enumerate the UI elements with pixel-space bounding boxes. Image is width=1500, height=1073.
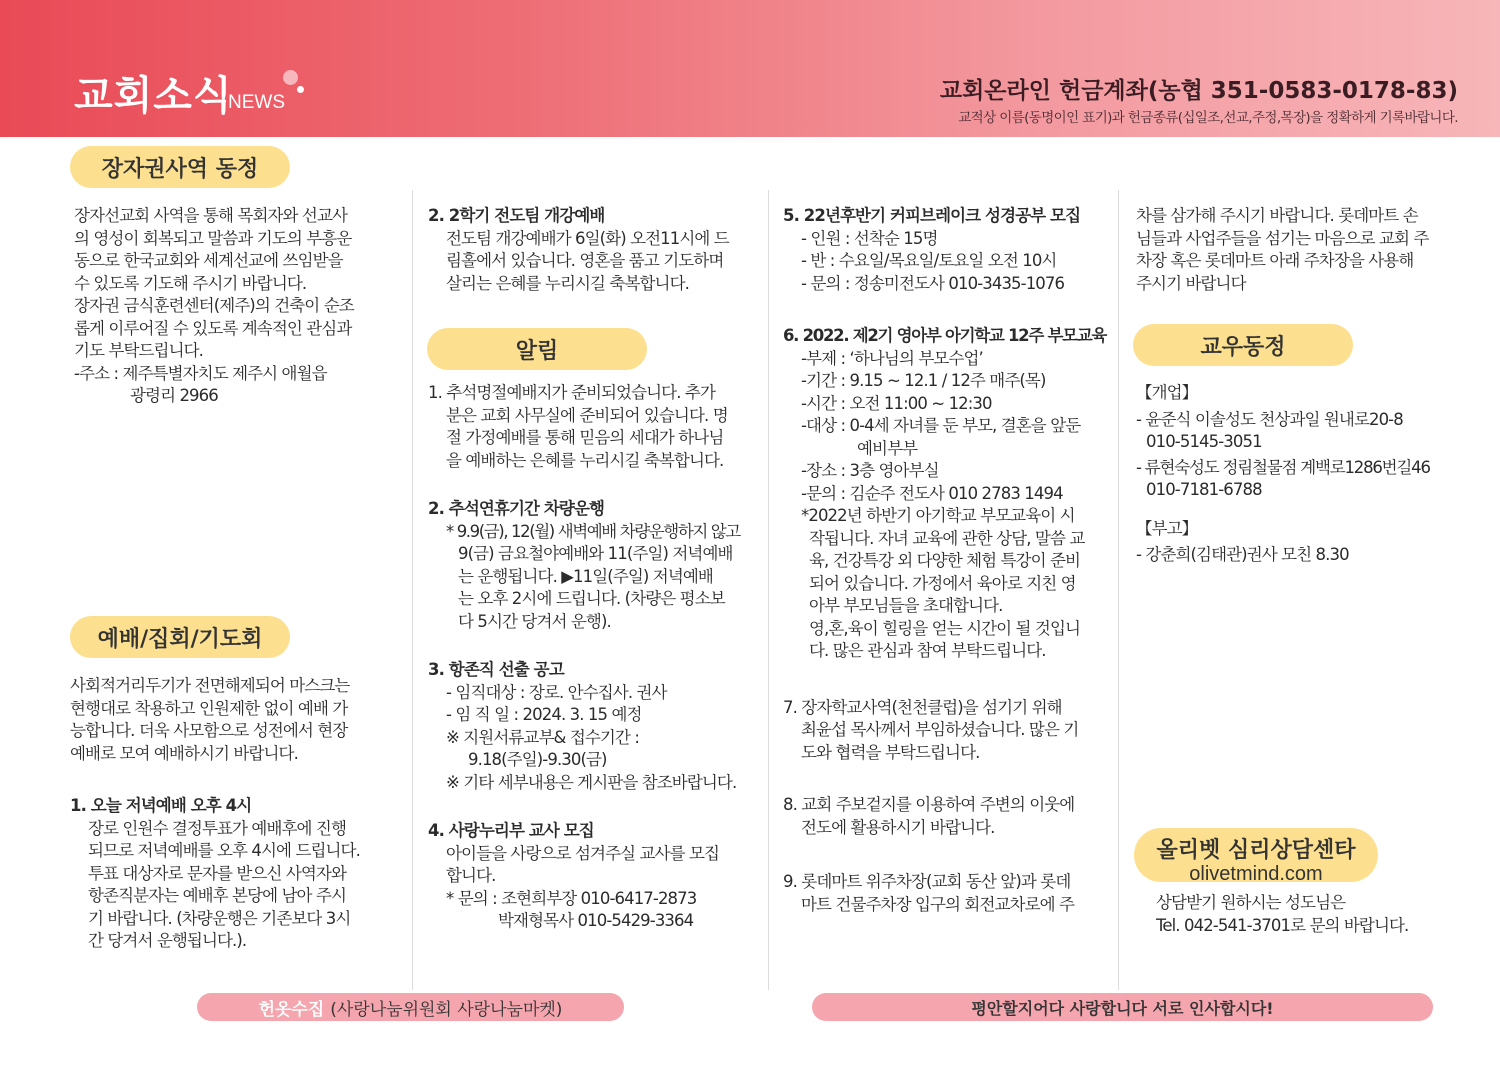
text-line: 되어 있습니다. 가정에서 육아로 지친 영 [809,573,1076,593]
text-line: 박재형목사 010-5429-3364 [498,911,694,930]
clothes-collection-highlight: 헌옷수집 [258,999,325,1020]
clothes-collection-text: (사랑나눔위원회 사랑나눔마켓) [330,999,563,1020]
text-line: -시간 : 오전 11:00 ~ 12:30 [801,393,992,413]
item-body [783,348,1113,663]
section-title-notice: 알림 [427,328,647,370]
text-line: - 반 : 수요일/목요일/토요일 오전 10시 [801,251,1057,270]
decor-dot-icon [283,70,298,85]
text-line: 장자권 금식훈련센터(제주)의 건축이 순조 [74,296,354,315]
text-line: 님들과 사업주들을 섬기는 마음으로 교회 주 [1136,228,1429,248]
worship-section-body [70,675,404,953]
text-line: 동으로 한국교회와 세계선교에 쓰임받을 [74,251,343,270]
text-line: ※ 지원서류교부& 접수기간 : [446,727,639,747]
section-title-jangja: 장자권사역 동정 [70,146,290,188]
item-title: 2. 추석연휴기간 차량운행 [428,499,605,518]
text-line: -대상 : 0-4세 자녀를 둔 부모, 결혼을 앞둔 [801,416,1081,435]
text-line: 전도에 활용하시기 바랍니다. [801,817,995,837]
counseling-center-name: 올리벳 심리상담센타 [1156,838,1356,863]
text-line: *2022년 하반기 아기학교 부모교육이 시 [801,506,1075,525]
spacer [783,295,1113,325]
spacer [783,764,1113,794]
text-line: 기 바랍니다. (차량운행은 기존보다 3시 [88,908,351,928]
clothes-collection-banner [197,993,624,1021]
text-line: 살리는 은혜를 누리시길 축복합니다. [446,273,689,293]
jangja-section-body [74,205,404,408]
item-body [428,228,762,296]
text-line: 육, 건강특강 외 다양한 체험 특강이 준비 [809,551,1081,570]
text-line: 마트 건물주차장 입구의 회전교차로에 주 [801,894,1075,914]
text-line: 8. 교회 주보겉지를 이용하여 주변의 이웃에 [783,795,1075,814]
text-line: 분은 교회 사무실에 준비되어 있습니다. 명 [446,405,728,425]
text-line: - 문의 : 정송미전도사 010-3435-1076 [801,273,1065,293]
text-line: * 문의 : 조현희부장 010-6417-2873 [446,888,697,908]
decor-dot-small-icon [297,86,304,93]
address-line: 광령리 2966 [130,386,218,405]
text-line: 림홀에서 있습니다. 영혼을 품고 기도하며 [446,251,724,270]
item-body [428,682,764,795]
counseling-center-url[interactable]: olivetmind.com [1189,863,1323,885]
spacer [783,839,1113,871]
spacer [428,794,764,820]
text-line: 9(금) 금요철야예배와 11(주일) 저녁예배 [458,544,733,563]
text-line: * 9.9(금), 12(월) 새벽예배 차량운행하지 않고 [446,521,740,541]
page-title: 교회소식 [74,73,233,119]
text-line: 는 오후 2시에 드립니다. (차량은 평소보 [458,589,725,608]
column-divider [412,190,413,990]
item-title: 4. 사랑누리부 교사 모집 [428,821,594,840]
item-body [70,818,404,953]
item-body-indent [446,543,764,633]
text-line: 의 영성이 회복되고 말씀과 기도의 부흥운 [74,228,352,248]
offering-account: 교회온라인 헌금계좌(농협 351-0583-0178-83) [939,78,1458,104]
spacer [428,472,764,498]
text-line: - 강춘희(김태관)권사 모친 8.30 [1136,545,1349,564]
text-line: 간 당겨서 운행됩니다.). [88,931,247,950]
item-body [783,228,1113,296]
item-title: 2. 2학기 전도팀 개강예배 [428,206,605,225]
phone-line: 010-5145-3051 [1146,432,1262,451]
column-divider [1118,190,1119,990]
alumni-section-body [1136,382,1476,567]
text-line: 현행대로 착용하고 인원제한 없이 예배 가 [70,698,348,718]
text-line: 기도 부탁드립니다. [74,341,204,360]
spacer [428,633,764,659]
text-line: 예비부부 [857,438,918,458]
text-line: 장로 인원수 결정투표가 예배후에 진행 [88,818,347,838]
text-line: 9. 롯데마트 위주차장(교회 동산 앞)과 롯데 [783,872,1071,891]
category-label: 【개업】 [1136,383,1198,402]
section-title-worship: 예배/집회/기도회 [70,616,290,658]
text-line: 되므로 저녁예배를 오후 4시에 드립니다. [88,841,360,860]
text-line: -장소 : 3층 영아부실 [801,461,939,480]
text-line: 능합니다. 더욱 사모함으로 성전에서 현장 [70,721,348,740]
text-line: 을 예배하는 은혜를 누리시길 축복합니다. [446,450,724,470]
item-title: 1. 오늘 저녁예배 오후 4시 [70,796,252,815]
phone-line: Tel. 042-541-3701로 문의 바랍니다. [1156,915,1409,935]
item-title: 6. 2022. 제2기 영아부 아기학교 12주 부모교육 [783,326,1106,345]
text-line: 합니다. [446,866,496,885]
parking-continued [1136,205,1472,295]
text-line: 롭게 이루어질 수 있도록 계속적인 관심과 [74,318,352,338]
text-line: 아부 부모님들을 초대합니다. [809,596,1003,615]
header-banner [0,0,1500,137]
item-body-indent [801,528,1113,663]
text-line: 항존직분자는 예배후 본당에 남아 주시 [88,886,347,905]
text-line: - 인원 : 선착순 15명 [801,228,938,248]
text-line: 전도팀 개강예배가 6일(화) 오전11시에 드 [446,228,729,248]
address-line: -주소 : 제주특별자치도 제주시 애월읍 [74,363,327,383]
notice-section-body [428,382,764,933]
text-line: 1. 추석명절예배지가 준비되었습니다. 추가 [428,383,715,402]
text-line: 작됩니다. 자녀 교육에 관한 상담, 말씀 교 [809,528,1085,548]
spacer [783,663,1113,697]
text-line: 다. 많은 관심과 참여 부탁드립니다. [809,641,1046,660]
item-body [428,521,764,634]
text-line: 투표 대상자로 문자를 받으신 사역자와 [88,863,347,883]
text-line: 영,혼,육이 힐링을 얻는 시간이 될 것입니 [809,618,1081,638]
phone-line: 010-7181-6788 [1146,480,1262,499]
evangelism-item [428,205,762,295]
section-title-alumni: 교우동정 [1133,324,1353,366]
text-line: 장자선교회 사역을 통해 목회자와 선교사 [74,206,348,225]
item-body [783,894,1113,917]
text-line: 차를 삼가해 주시기 바랍니다. 롯데마트 손 [1136,206,1418,225]
text-line: 7. 장자학교사역(천천클럽)을 섬기기 위해 [783,697,1062,717]
greeting-banner: 평안할지어다 사랑합니다 서로 인사합시다! [812,993,1433,1021]
news-label: NEWS [228,92,285,113]
notice-continued-body [783,205,1113,916]
text-line: 는 운행됩니다. ▶11일(주일) 저녁예배 [458,566,713,586]
category-label: 【부고】 [1136,518,1198,538]
text-line: 도와 협력을 부탁드립니다. [801,742,980,762]
text-line: -문의 : 김순주 전도사 010 2783 1494 [801,483,1063,503]
text-line: - 윤준식 이솔성도 천상과일 원내로20-8 [1136,409,1403,429]
text-line: 절 가정예배를 통해 믿음의 세대가 하나님 [446,428,724,447]
counseling-info [1156,892,1476,937]
text-line: -기간 : 9.15 ~ 12.1 / 12주 매주(목) [801,371,1046,390]
text-line: 9.18(주일)-9.30(금) [468,750,607,769]
text-line: 최윤섭 목사께서 부임하셨습니다. 많은 기 [801,720,1079,739]
text-line: 예배로 모여 예배하시기 바랍니다. [70,743,298,763]
item-body [428,843,764,933]
text-line: ※ 기타 세부내용은 게시판을 참조바랍니다. [446,772,737,792]
item-body [428,405,764,473]
text-line: 다 5시간 당겨서 운행). [458,611,611,631]
text-line: -부제 : ‘하나님의 부모수업’ [801,348,983,368]
text-line: - 임직대상 : 장로. 안수집사. 권사 [446,682,667,702]
item-title: 5. 22년후반기 커피브레이크 성경공부 모집 [783,206,1081,225]
item-body [783,719,1113,764]
text-line: 상담받기 원하시는 성도님은 [1156,893,1346,912]
offering-note: 교적상 이름(동명이인 표기)과 헌금종류(십일조,선교,주정,목장)을 정확하게 기록바랍니다. [958,110,1458,126]
text-line: 사회적거리두기가 전면해제되어 마스크는 [70,676,350,695]
spacer [70,765,404,795]
text-line: 아이들을 사랑으로 섬겨주실 교사를 모집 [446,843,720,863]
item-body [783,817,1113,840]
spacer [1136,502,1476,518]
item-title: 3. 항존직 선출 공고 [428,660,564,679]
text-line: 차장 혹은 롯데마트 아래 주차장을 사용해 [1136,251,1414,270]
counseling-center-badge [1134,828,1378,885]
text-line: 수 있도록 기도해 주시기 바랍니다. [74,273,307,293]
text-line: - 류현숙성도 정림철물점 계백로1286번길46 [1136,457,1430,477]
text-line: - 임 직 일 : 2024. 3. 15 예정 [446,705,642,724]
text-line: 주시기 바랍니다 [1136,273,1246,293]
column-divider [768,190,769,990]
